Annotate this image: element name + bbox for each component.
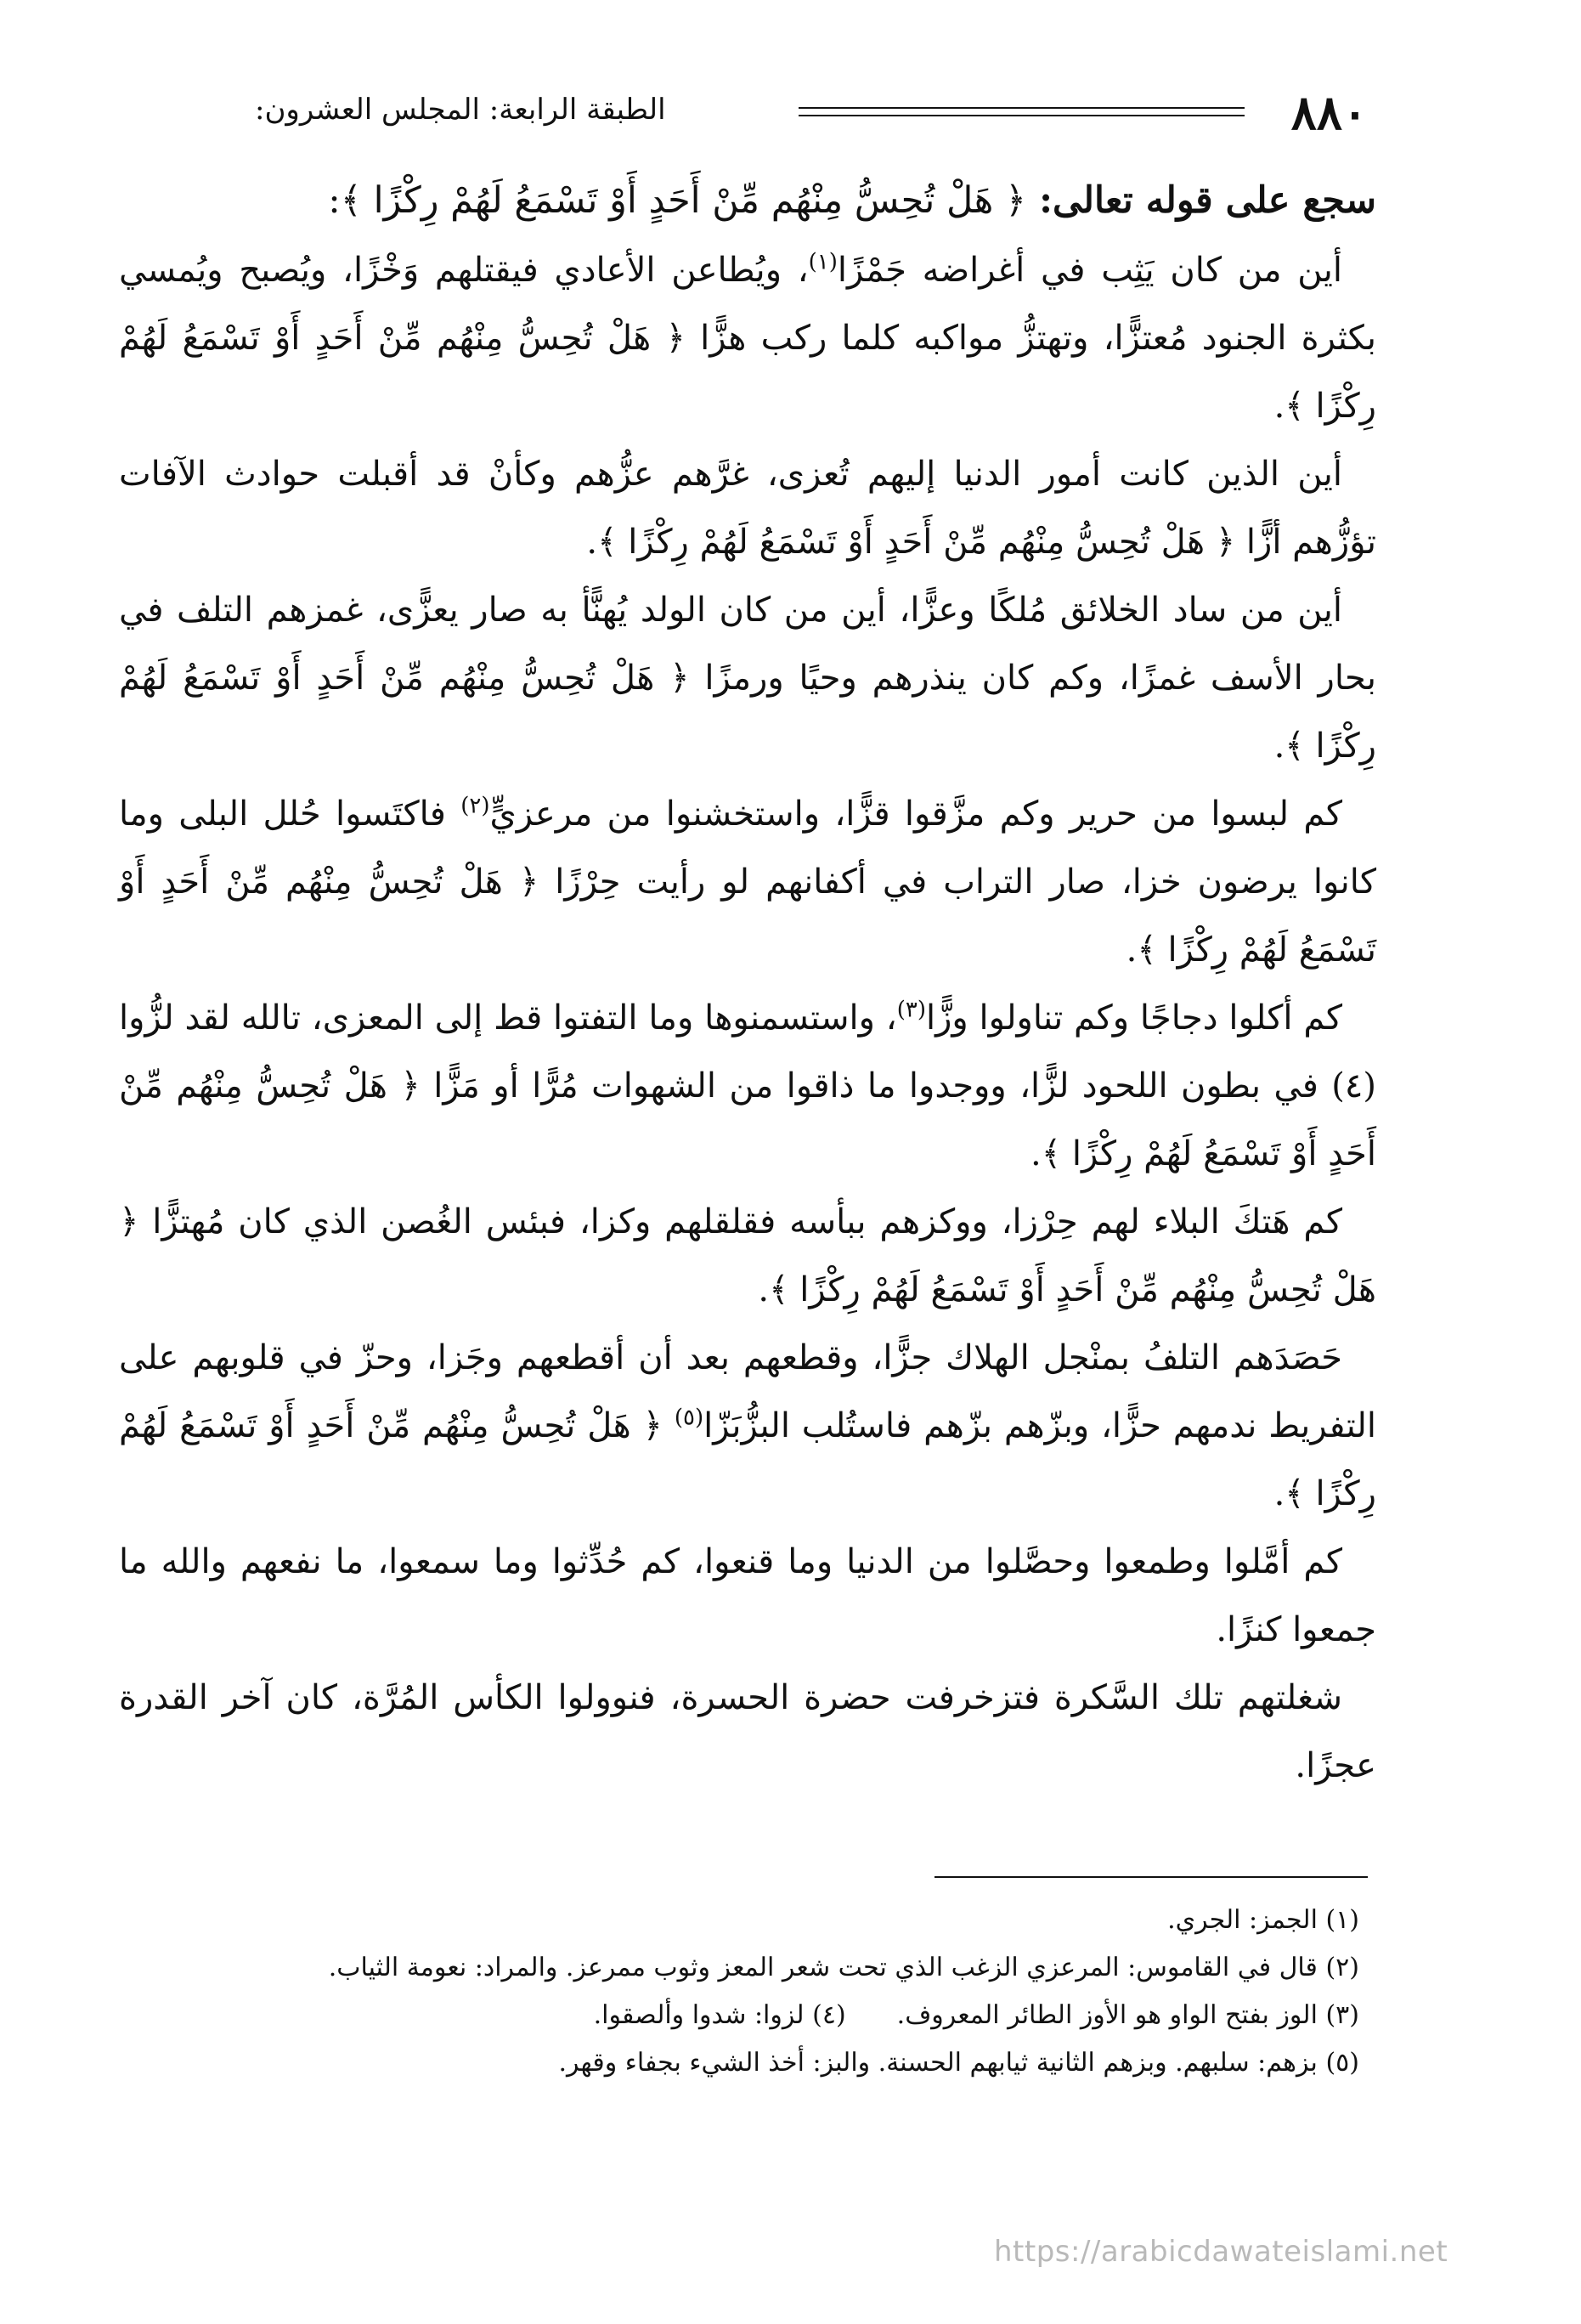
footnote-5: (٥) بزهم: سلبهم. وبزهم الثانية ثيابهم الحسنة. والبز: أخذ الشيء بجفاء وقهر. xyxy=(558,2048,1359,2078)
paragraph-text: أين من ساد الخلائق مُلكًا وعزًّا، أين من كان الولد يُهنًّأ به صار يعزًّى، غمزهم التلف في بحار الأسف غمزًا، وكم كان ينذرهم وحيًا ورمزًا ﴿ هَلْ تُحِسُّ مِنْهُم مِّنْ أَحَدٍ أَوْ تَسْمَعُ لَهُمْ رِكْزًا ﴾. xyxy=(119,591,1376,766)
heading-quran-quote: ﴿ هَلْ تُحِسُّ مِنْهُم مِّنْ أَحَدٍ أَوْ تَسْمَعُ لَهُمْ رِكْزًا ﴾: xyxy=(328,179,1027,222)
footnote-ref-5: (٥) xyxy=(674,1405,704,1431)
section-heading xyxy=(119,170,1376,231)
paragraph-6 xyxy=(119,1188,1376,1324)
running-header xyxy=(255,82,1368,150)
heading-intro: سجع على قوله تعالى: xyxy=(1039,179,1376,222)
paragraph-text: حَصَدَهم التلفُ بمنْجل الهلاك جزًّا، وقطعهم بعد أن أقطعهم وجَزا، وحزّ في قلوبهم على التفريط ندمهم حزًّا، وبزّهم بزّهم فاستُلب البزُّبَزّا xyxy=(119,1338,1376,1445)
paragraph-text: ، ويُطاعن الأعادي فيقتلهم وَخْزًا، ويُصبح ويُمسي بكثرة الجنود مُعتزًّا، وتهتزُّ مواكبه كلما ركب هزًّا ﴿ هَلْ تُحِسُّ مِنْهُم مِّنْ أَحَدٍ أَوْ تَسْمَعُ لَهُمْ رِكْزًا ﴾. xyxy=(119,251,1376,426)
paragraph-text: شغلتهم تلك السَّكرة فتزخرفت حضرة الحسرة، فنوولوا الكأس المُرَّة، كان آخر القدرة عجزًا. xyxy=(119,1678,1376,1785)
paragraph-text: كم هَتكَ البلاء لهم حِرْزا، ووكزهم ببأسه فقلقلهم وكزا، فبئس الغُصن الذي كان مُهتزًّا ﴿ هَلْ تُحِسُّ مِنْهُم مِّنْ أَحَدٍ أَوْ تَسْمَعُ لَهُمْ رِكْزًا ﴾. xyxy=(119,1202,1376,1309)
footnote-3: (٣) الوز بفتح الواو هو الأوز الطائر المعروف. xyxy=(896,2000,1359,2030)
paragraph-text: أين الذين كانت أمور الدنيا إليهم تُعزى، غرَّهم عزُّهم وكأنْ قد أقبلت حوادث الآفات تؤزُّهم أزًّا ﴿ هَلْ تُحِسُّ مِنْهُم مِّنْ أَحَدٍ أَوْ تَسْمَعُ لَهُمْ رِكْزًا ﴾. xyxy=(119,455,1376,562)
paragraph-5 xyxy=(119,984,1376,1188)
source-watermark: https://arabicdawateislami.net xyxy=(994,2235,1448,2269)
paragraph-text: أين من كان يَثِب في أغراضه جَمْزًا xyxy=(837,251,1342,290)
paragraph-2 xyxy=(119,440,1376,576)
paragraph-7 xyxy=(119,1324,1376,1528)
main-text xyxy=(119,170,1376,1800)
paragraph-text: كم أكلوا دجاجًا وكم تناولوا وزًّا xyxy=(925,998,1343,1038)
paragraph-text: فاكتَسوا حُلل البلى وما كانوا يرضون خزا، صار التراب في أكفانهم لو رأيت حِرْزًا ﴿ هَلْ تُحِسُّ مِنْهُم مِّنْ أَحَدٍ أَوْ تَسْمَعُ لَهُمْ رِكْزًا ﴾. xyxy=(119,794,1376,970)
footnotes xyxy=(255,1897,1359,2087)
paragraph-8 xyxy=(119,1528,1376,1664)
paragraph-3 xyxy=(119,576,1376,780)
paragraph-9 xyxy=(119,1664,1376,1800)
footnote-2: (٢) قال في القاموس: المرعزي الزغب الذي تحت شعر المعز وثوب ممرعز. والمراد: نعومة الثياب. xyxy=(328,1953,1359,1982)
paragraph-text: ﴿ هَلْ تُحِسُّ مِنْهُم مِّنْ أَحَدٍ أَوْ تَسْمَعُ لَهُمْ رِكْزًا ﴾. xyxy=(119,1406,1376,1513)
paragraph-1 xyxy=(119,236,1376,440)
paragraph-text: ، واستسمنوها وما التفتوا قط إلى المعزى، تالله لقد لزُّوا (٤) في بطون اللحود لزًّا، ووجدوا ما ذاقوا من الشهوات مُرًّا أو مَزًّا ﴿ هَلْ تُحِسُّ مِنْهُم مِّنْ أَحَدٍ أَوْ تَسْمَعُ لَهُمْ رِكْزًا ﴾. xyxy=(119,998,1376,1173)
running-title: الطبقة الرابعة: المجلس العشرون: xyxy=(255,93,666,127)
paragraph-4 xyxy=(119,780,1376,984)
footnote-ref-3: (٣) xyxy=(896,997,926,1023)
footnote-3-4 xyxy=(255,1992,1359,2039)
footnote-1: (١) الجمز: الجري. xyxy=(1167,1905,1359,1935)
paragraph-text: كم أمَّلوا وطمعوا وحصَّلوا من الدنيا وما قنعوا، كم حُدِّثوا وما سمعوا، ما نفعهم والله ما جمعوا كنزًا. xyxy=(119,1542,1376,1649)
footnote-separator xyxy=(934,1876,1368,1878)
header-double-rule xyxy=(799,107,1245,116)
footnote-4: (٤) لزوا: شدوا وألصقوا. xyxy=(593,2000,846,2030)
paragraph-text: كم لبسوا من حرير وكم مزَّقوا قزًّا، واستخشنوا من مرعزيٍّ xyxy=(489,794,1343,834)
footnote-ref-2: (٢) xyxy=(460,793,490,819)
page-number: ٨٨٠ xyxy=(1290,85,1368,141)
footnote-ref-1: (١) xyxy=(808,249,838,275)
